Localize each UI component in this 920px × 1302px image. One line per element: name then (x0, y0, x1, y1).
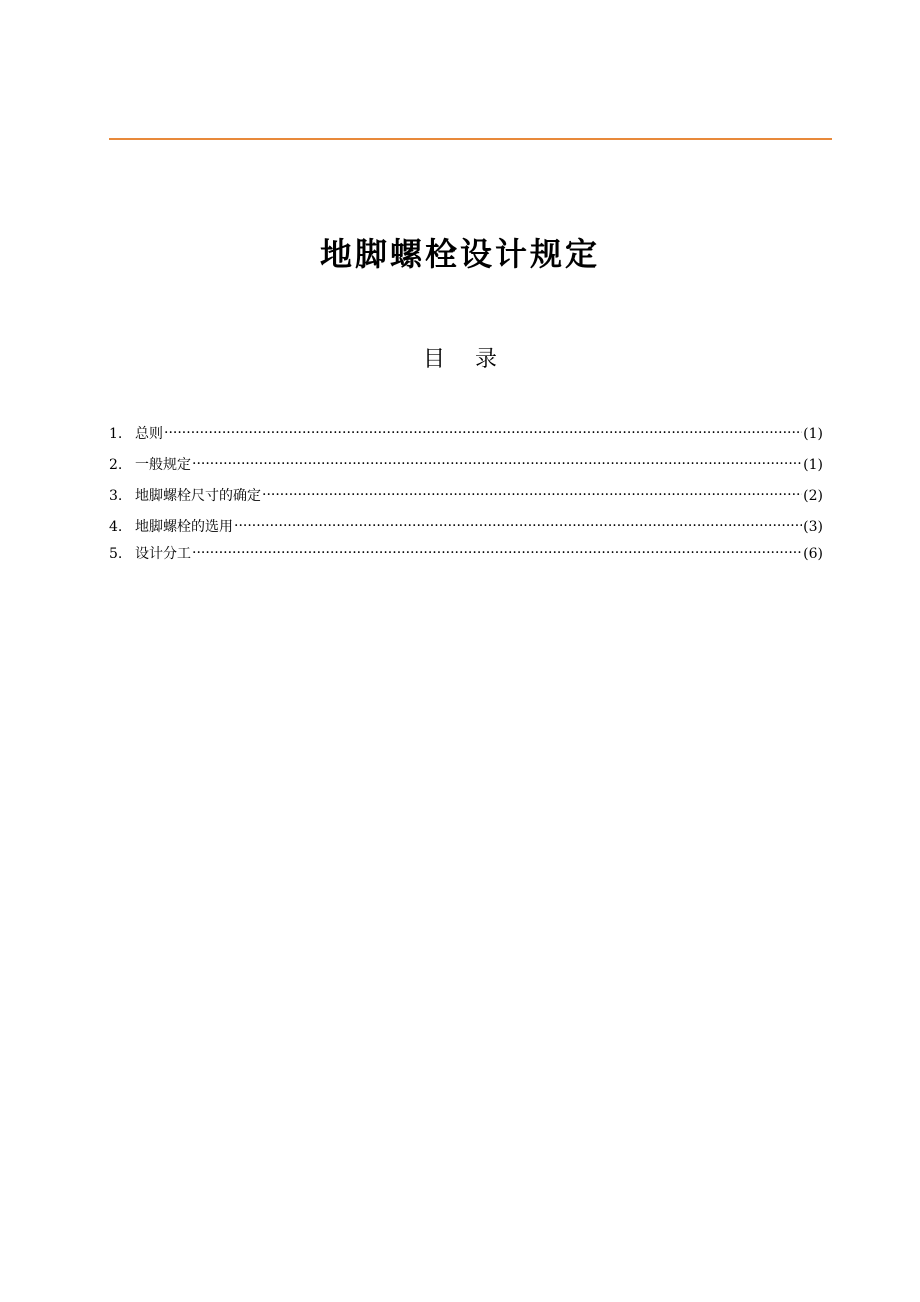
toc-entry-2[interactable] (109, 454, 823, 485)
toc-entry-3[interactable] (109, 485, 823, 516)
table-of-contents (109, 423, 823, 574)
toc-entry-number: 1. (109, 426, 123, 442)
toc-entry-title: 地脚螺栓的选用 (135, 519, 233, 535)
toc-entry-title: 一般规定 (135, 457, 191, 473)
toc-entry-page: (1) (803, 426, 823, 442)
toc-entry-number: 5. (109, 546, 123, 562)
toc-entry-page: (2) (803, 488, 823, 504)
toc-entry-title: 地脚螺栓尺寸的确定 (135, 488, 261, 504)
toc-entry-page: (1) (803, 457, 823, 473)
toc-entry-4[interactable] (109, 516, 823, 543)
toc-dot-leader (192, 453, 802, 475)
toc-entry-1[interactable] (109, 423, 823, 454)
toc-dot-leader (192, 542, 802, 564)
toc-entry-number: 2. (109, 457, 123, 473)
toc-entry-page: (3) (803, 519, 823, 535)
header-rule (109, 138, 832, 140)
toc-entry-title: 总则 (135, 426, 163, 442)
toc-entry-number: 3. (109, 488, 123, 504)
toc-entry-5[interactable] (109, 543, 823, 574)
toc-dot-leader (262, 484, 802, 506)
toc-heading: 目录 (422, 347, 527, 372)
toc-dot-leader (164, 422, 802, 444)
toc-entry-number: 4. (109, 519, 123, 535)
toc-entry-title: 设计分工 (135, 546, 191, 562)
toc-entry-page: (6) (803, 546, 823, 562)
document-title: 地脚螺栓设计规定 (319, 235, 600, 273)
toc-dot-leader (234, 515, 802, 537)
